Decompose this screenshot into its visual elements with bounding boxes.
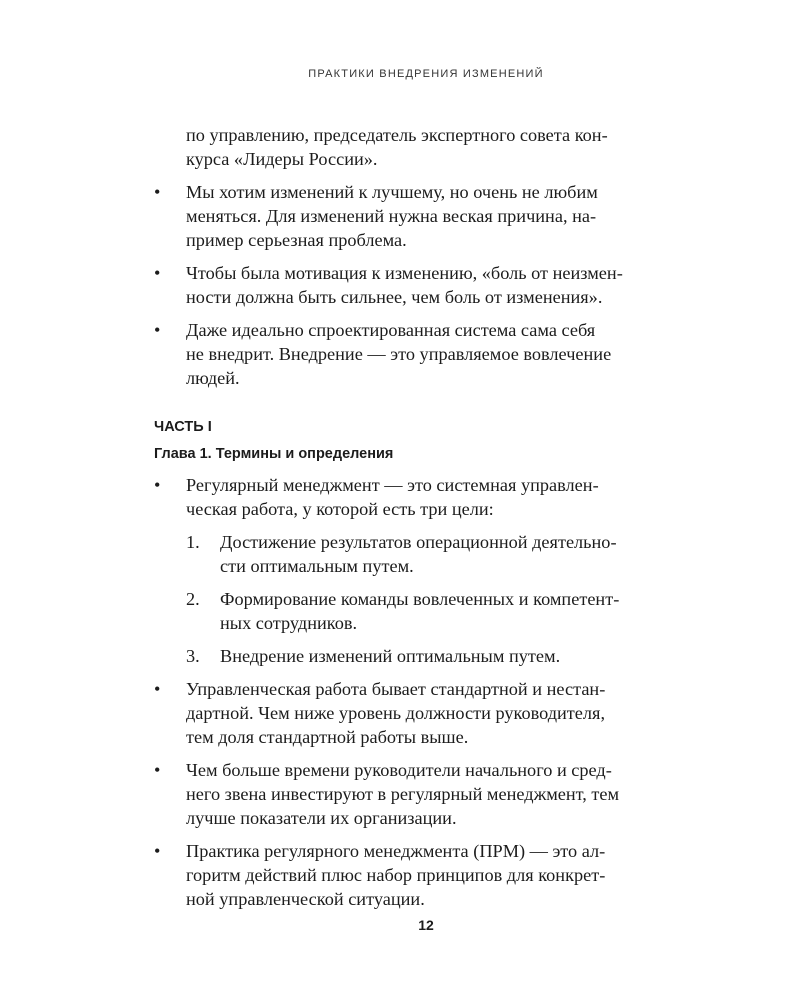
item-number: 3. [186,646,200,666]
bullet-item [154,261,702,309]
text-line: Чтобы была мотивация к изменению, «боль от неизмен- [186,263,623,283]
paragraph-continuation [186,123,702,171]
text-line: дартной. Чем ниже уровень должности руководителя, [186,703,606,723]
text-line: ности должна быть сильнее, чем боль от изменения». [186,287,603,307]
running-head: ПРАКТИКИ ВНЕДРЕНИЯ ИЗМЕНЕНИЙ [308,68,544,80]
text-line: людей. [186,368,240,388]
text-line: пример серьезная проблема. [186,230,407,250]
text-line: Мы хотим изменений к лучшему, но очень не любим [186,182,598,202]
text-line: Регулярный менеджмент — это системная управлен- [186,475,599,495]
text-line: Даже идеально спроектированная система сама себя [186,320,596,340]
item-number: 2. [186,589,200,609]
text-line: ных сотрудников. [220,613,358,633]
bullet-marker: • [154,475,161,495]
text-line: горитм действий плюс набор принципов для конкрет- [186,865,606,885]
text-line: по управлению, председатель экспертного совета кон- [186,125,608,145]
bullet-marker: • [154,320,161,340]
text-line: курса «Лидеры России». [186,149,378,169]
text-line: сти оптимальным путем. [220,556,414,576]
bullet-item [154,318,702,390]
bullet-marker: • [154,263,161,283]
text-line: Чем больше времени руководители начального и сред- [186,760,612,780]
text-line: него звена инвестируют в регулярный менеджмент, тем [186,784,620,804]
text-line: тем доля стандартной работы выше. [186,727,469,747]
item-number: 1. [186,532,200,552]
text-line: Управленческая работа бывает стандартной и нестан- [186,679,606,699]
bullet-item [154,839,702,911]
bullet-marker: • [154,679,161,699]
text-line: меняться. Для изменений нужна веская причина, на- [186,206,597,226]
bullet-marker: • [154,182,161,202]
page-body [154,123,702,911]
text-line: лучше показатели их организации. [186,808,457,828]
page-number: 12 [418,917,434,933]
bullet-item [154,758,702,830]
bullet-marker: • [154,760,161,780]
text-line: не внедрит. Внедрение — это управляемое вовлечение [186,344,612,364]
part-heading: ЧАСТЬ I [154,419,212,435]
text-line: Формирование команды вовлеченных и компетент- [220,589,620,609]
bullet-item [154,180,702,252]
numbered-item [186,644,702,668]
bullet-item [154,473,702,521]
numbered-item [186,530,702,578]
text-line: Внедрение изменений оптимальным путем. [220,646,561,666]
text-line: ной управленческой ситуации. [186,889,425,909]
text-line: ческая работа, у которой есть три цели: [186,499,494,519]
numbered-item [186,587,702,635]
bullet-item [154,677,702,749]
text-line: Практика регулярного менеджмента (ПРМ) — это ал- [186,841,606,861]
text-line: Достижение результатов операционной деятельно- [220,532,617,552]
bullet-marker: • [154,841,161,861]
chapter-heading: Глава 1. Термины и определения [154,446,394,462]
